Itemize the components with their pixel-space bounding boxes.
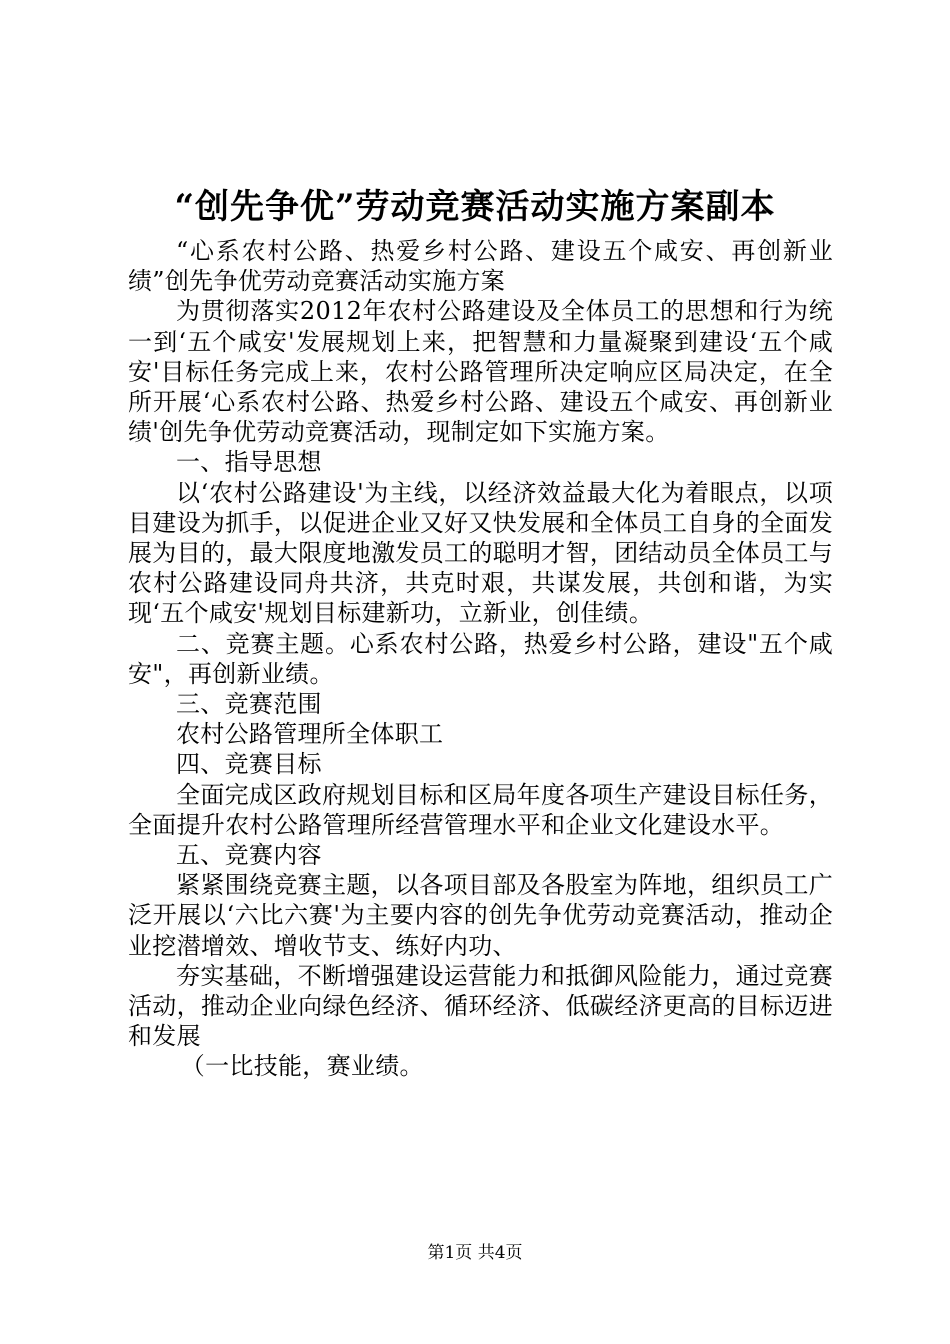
document-body <box>128 236 833 1082</box>
heading-competition-goal: 四、竞赛目标 <box>176 750 322 779</box>
document-title: “创先争优”劳动竞赛活动实施方案副本 <box>174 187 776 227</box>
paragraph-guiding-ideology: 以‘农村公路建设'为主线，以经济效益最大化为着眼点，以项目建设为抓手，以促进企业又好又快发展和全体员工自身的全面发展为目的，最大限度地激发员工的聪明才智，团结动员全体员工与农村公路建设同舟共济，共克时艰，共谋发展，共创和谐，为实现‘五个咸安'规划目标建新功，立新业，创佳绩。 <box>128 478 833 628</box>
paragraph-competition-theme: 二、竞赛主题。心系农村公路，热爱乡村公路，建设"五个咸安"，再创新业绩。 <box>128 629 833 688</box>
paragraph-item-one: （一比技能，赛业绩。 <box>180 1052 424 1081</box>
heading-competition-scope: 三、竞赛范围 <box>176 690 322 719</box>
heading-competition-content: 五、竞赛内容 <box>176 841 322 870</box>
paragraph-competition-content-cont: 夯实基础，不断增强建设运营能力和抵御风险能力，通过竞赛活动，推动企业向绿色经济、循环经济、低碳经济更高的目标迈进和发展 <box>128 961 833 1051</box>
page-indicator: 第1页 共4页 <box>427 1243 523 1263</box>
paragraph-competition-goal: 全面完成区政府规划目标和区局年度各项生产建设目标任务，全面提升农村公路管理所经营管理水平和企业文化建设水平。 <box>128 780 833 839</box>
paragraph-subtitle: “心系农村公路、热爱乡村公路、建设五个咸安、再创新业绩”创先争优劳动竞赛活动实施方案 <box>128 237 833 296</box>
paragraph-competition-content: 紧紧围绕竞赛主题，以各项目部及各股室为阵地，组织员工广泛开展以‘六比六赛'为主要内容的创先争优劳动竞赛活动，推动企业挖潜增效、增收节支、练好内功、 <box>128 871 833 960</box>
heading-guiding-ideology: 一、指导思想 <box>176 448 322 477</box>
paragraph-competition-scope: 农村公路管理所全体职工 <box>176 720 444 749</box>
paragraph-intro: 为贯彻落实2012年农村公路建设及全体员工的思想和行为统一到‘五个咸安'发展规划上来，把智慧和力量凝聚到建设‘五个咸安'目标任务完成上来，农村公路管理所决定响应区局决定，在全所开展‘心系农村公路、热爱乡村公路、建设五个咸安、再创新业绩'创先争优劳动竞赛活动，现制定如下实施方案。 <box>128 297 833 447</box>
